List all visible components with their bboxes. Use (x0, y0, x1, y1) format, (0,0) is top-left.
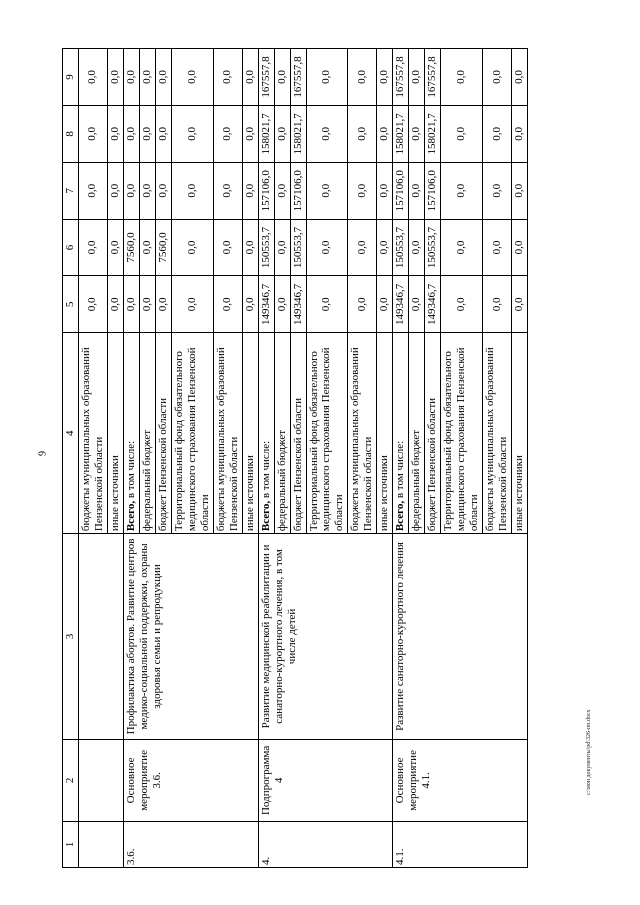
value-cell: 0,0 (306, 105, 348, 162)
value-cell: 0,0 (377, 49, 393, 106)
value-cell: 0,0 (78, 105, 107, 162)
value-cell: 0,0 (139, 162, 155, 219)
value-cell: 0,0 (274, 219, 290, 276)
value-cell: 7560,0 (155, 219, 171, 276)
source-cell (107, 333, 123, 534)
value-cell: 0,0 (483, 276, 512, 333)
value-cell: 0,0 (213, 162, 242, 219)
value-cell: 150553,7 (290, 219, 306, 276)
value-cell: 0,0 (348, 219, 377, 276)
value-cell: 0,0 (213, 105, 242, 162)
value-cell: 0,0 (441, 105, 483, 162)
value-cell: 0,0 (78, 162, 107, 219)
source-cell (377, 333, 393, 534)
value-cell: 0,0 (274, 276, 290, 333)
value-cell: 0,0 (78, 276, 107, 333)
value-cell: 0,0 (242, 276, 258, 333)
value-cell: 0,0 (348, 105, 377, 162)
value-cell: 158021,7 (290, 105, 306, 162)
value-cell: 0,0 (377, 219, 393, 276)
header-cell: 5 (63, 276, 79, 333)
value-cell: 0,0 (107, 219, 123, 276)
source-label: бюджеты муниципальных образований Пензенской области (214, 347, 240, 532)
table-row (258, 49, 274, 868)
source-cell (425, 333, 441, 534)
source-label: федеральный бюджет (410, 429, 423, 532)
value-cell: 167557,8 (290, 49, 306, 106)
value-cell: 150553,7 (425, 219, 441, 276)
item-title-cell: Развитие санаторно-курортного лечения (393, 534, 528, 740)
value-cell: 0,0 (171, 105, 213, 162)
header-cell: 1 (63, 822, 79, 868)
header-cell: 2 (63, 739, 79, 821)
value-cell: 0,0 (377, 105, 393, 162)
source-cell (274, 333, 290, 534)
source-label: Территориальный фонд обязательного медицинского страхования Пензенской области (442, 347, 481, 532)
value-cell: 7560,0 (123, 219, 139, 276)
value-cell: 149346,7 (393, 276, 409, 333)
table-row (123, 49, 139, 868)
table-row (78, 49, 107, 868)
value-cell: 0,0 (306, 276, 348, 333)
source-label: иные источники (378, 455, 391, 532)
value-cell: 149346,7 (258, 276, 274, 333)
value-cell: 0,0 (139, 105, 155, 162)
value-cell: 0,0 (274, 105, 290, 162)
item-number-cell: 4. (258, 822, 393, 868)
value-cell: 157106,0 (393, 162, 409, 219)
value-cell: 0,0 (409, 219, 425, 276)
value-cell: 0,0 (78, 49, 107, 106)
value-cell: 0,0 (123, 49, 139, 106)
blank-cell (78, 822, 123, 868)
value-cell: 0,0 (171, 162, 213, 219)
source-cell (290, 333, 306, 534)
source-label: Территориальный фонд обязательного медицинского страхования Пензенской области (172, 347, 211, 532)
value-cell: 0,0 (123, 105, 139, 162)
header-cell: 8 (63, 105, 79, 162)
source-label: в том числе: (124, 440, 137, 501)
source-label: федеральный бюджет (275, 429, 288, 532)
value-cell: 0,0 (139, 49, 155, 106)
value-cell: 0,0 (306, 162, 348, 219)
header-cell: 9 (63, 49, 79, 106)
header-cell: 3 (63, 534, 79, 740)
source-total-label: Всего, (124, 500, 137, 532)
value-cell: 0,0 (155, 49, 171, 106)
value-cell: 0,0 (377, 276, 393, 333)
funding-table (62, 48, 528, 868)
value-cell: 0,0 (171, 276, 213, 333)
source-label: иные источники (513, 455, 526, 532)
source-label: федеральный бюджет (140, 429, 153, 532)
blank-cell (78, 534, 123, 740)
item-number-cell: 4.1. (393, 822, 528, 868)
value-cell: 0,0 (441, 162, 483, 219)
header-cell: 6 (63, 219, 79, 276)
value-cell: 0,0 (242, 105, 258, 162)
value-cell: 0,0 (155, 105, 171, 162)
value-cell: 167557,8 (258, 49, 274, 106)
value-cell: 0,0 (483, 49, 512, 106)
value-cell: 0,0 (377, 162, 393, 219)
source-label: бюджет Пензенской области (291, 397, 304, 532)
value-cell: 0,0 (78, 219, 107, 276)
value-cell: 0,0 (123, 162, 139, 219)
value-cell: 0,0 (242, 162, 258, 219)
value-cell: 0,0 (139, 276, 155, 333)
header-row (63, 49, 79, 868)
source-cell (441, 333, 483, 534)
value-cell: 0,0 (155, 276, 171, 333)
source-label: бюджеты муниципальных образований Пензенской области (79, 347, 105, 532)
value-cell: 0,0 (274, 49, 290, 106)
value-cell: 0,0 (107, 105, 123, 162)
value-cell: 0,0 (441, 219, 483, 276)
value-cell: 167557,8 (393, 49, 409, 106)
value-cell: 0,0 (483, 219, 512, 276)
value-cell: 0,0 (306, 219, 348, 276)
source-cell (155, 333, 171, 534)
value-cell: 149346,7 (290, 276, 306, 333)
value-cell: 0,0 (441, 49, 483, 106)
source-label: в том числе: (259, 440, 272, 501)
value-cell: 0,0 (441, 276, 483, 333)
source-cell (483, 333, 512, 534)
value-cell: 0,0 (409, 276, 425, 333)
value-cell: 0,0 (171, 49, 213, 106)
value-cell: 167557,8 (425, 49, 441, 106)
source-label: бюджеты муниципальных образований Пензенской области (349, 347, 375, 532)
source-label: иные источники (108, 455, 121, 532)
value-cell: 150553,7 (258, 219, 274, 276)
item-kind-cell: Основное мероприятие 4.1. (393, 739, 528, 821)
source-label: в том числе: (394, 440, 407, 501)
source-cell (512, 333, 528, 534)
value-cell: 0,0 (348, 276, 377, 333)
source-cell (393, 333, 409, 534)
item-kind-cell: Основное мероприятие 3.6. (123, 739, 258, 821)
value-cell: 0,0 (107, 162, 123, 219)
header-cell: 4 (63, 333, 79, 534)
source-cell (78, 333, 107, 534)
item-title-cell: Профилактика абортов. Развитие центров медико-социальной поддержки, охраны здоровья семьи и репродукции (123, 534, 258, 740)
source-cell (123, 333, 139, 534)
value-cell: 0,0 (213, 276, 242, 333)
value-cell: 0,0 (306, 49, 348, 106)
item-title-cell: Развитие медицинской реабилитации и санаторно-курортного лечения, в том числе детей (258, 534, 393, 740)
value-cell: 0,0 (409, 49, 425, 106)
source-cell (213, 333, 242, 534)
value-cell: 0,0 (274, 162, 290, 219)
blank-cell (78, 739, 123, 821)
value-cell: 158021,7 (393, 105, 409, 162)
page-number: 9 (37, 451, 49, 456)
table-row (393, 49, 409, 868)
value-cell: 0,0 (107, 49, 123, 106)
value-cell: 0,0 (409, 105, 425, 162)
value-cell: 0,0 (242, 219, 258, 276)
rotated-table-container (62, 48, 606, 868)
item-number-cell: 3.6. (123, 822, 258, 868)
header-cell: 7 (63, 162, 79, 219)
source-cell (139, 333, 155, 534)
value-cell: 0,0 (348, 162, 377, 219)
value-cell: 158021,7 (258, 105, 274, 162)
value-cell: 157106,0 (425, 162, 441, 219)
source-label: бюджет Пензенской области (426, 397, 439, 532)
source-cell (171, 333, 213, 534)
source-label: иные источники (243, 455, 256, 532)
value-cell: 158021,7 (425, 105, 441, 162)
value-cell: 0,0 (512, 219, 528, 276)
source-total-label: Всего, (394, 500, 407, 532)
value-cell: 0,0 (512, 105, 528, 162)
value-cell: 0,0 (155, 162, 171, 219)
source-cell (306, 333, 348, 534)
source-cell (258, 333, 274, 534)
value-cell: 0,0 (348, 49, 377, 106)
footer-file-path: c:\мои документы\pd\326-пп.docx (586, 709, 592, 795)
value-cell: 0,0 (483, 105, 512, 162)
value-cell: 0,0 (139, 219, 155, 276)
item-kind-cell: Подпрограмма 4 (258, 739, 393, 821)
source-total-label: Всего, (259, 500, 272, 532)
value-cell: 0,0 (213, 49, 242, 106)
source-cell (242, 333, 258, 534)
value-cell: 0,0 (483, 162, 512, 219)
value-cell: 0,0 (512, 162, 528, 219)
value-cell: 0,0 (107, 276, 123, 333)
value-cell: 0,0 (213, 219, 242, 276)
source-label: Территориальный фонд обязательного медицинского страхования Пензенской области (307, 347, 346, 532)
value-cell: 0,0 (242, 49, 258, 106)
source-cell (409, 333, 425, 534)
source-label: бюджет Пензенской области (156, 397, 169, 532)
value-cell: 157106,0 (290, 162, 306, 219)
value-cell: 150553,7 (393, 219, 409, 276)
value-cell: 0,0 (171, 219, 213, 276)
value-cell: 0,0 (409, 162, 425, 219)
value-cell: 0,0 (512, 276, 528, 333)
source-cell (348, 333, 377, 534)
value-cell: 157106,0 (258, 162, 274, 219)
value-cell: 0,0 (123, 276, 139, 333)
value-cell: 149346,7 (425, 276, 441, 333)
source-label: бюджеты муниципальных образований Пензенской области (484, 347, 510, 532)
value-cell: 0,0 (512, 49, 528, 106)
